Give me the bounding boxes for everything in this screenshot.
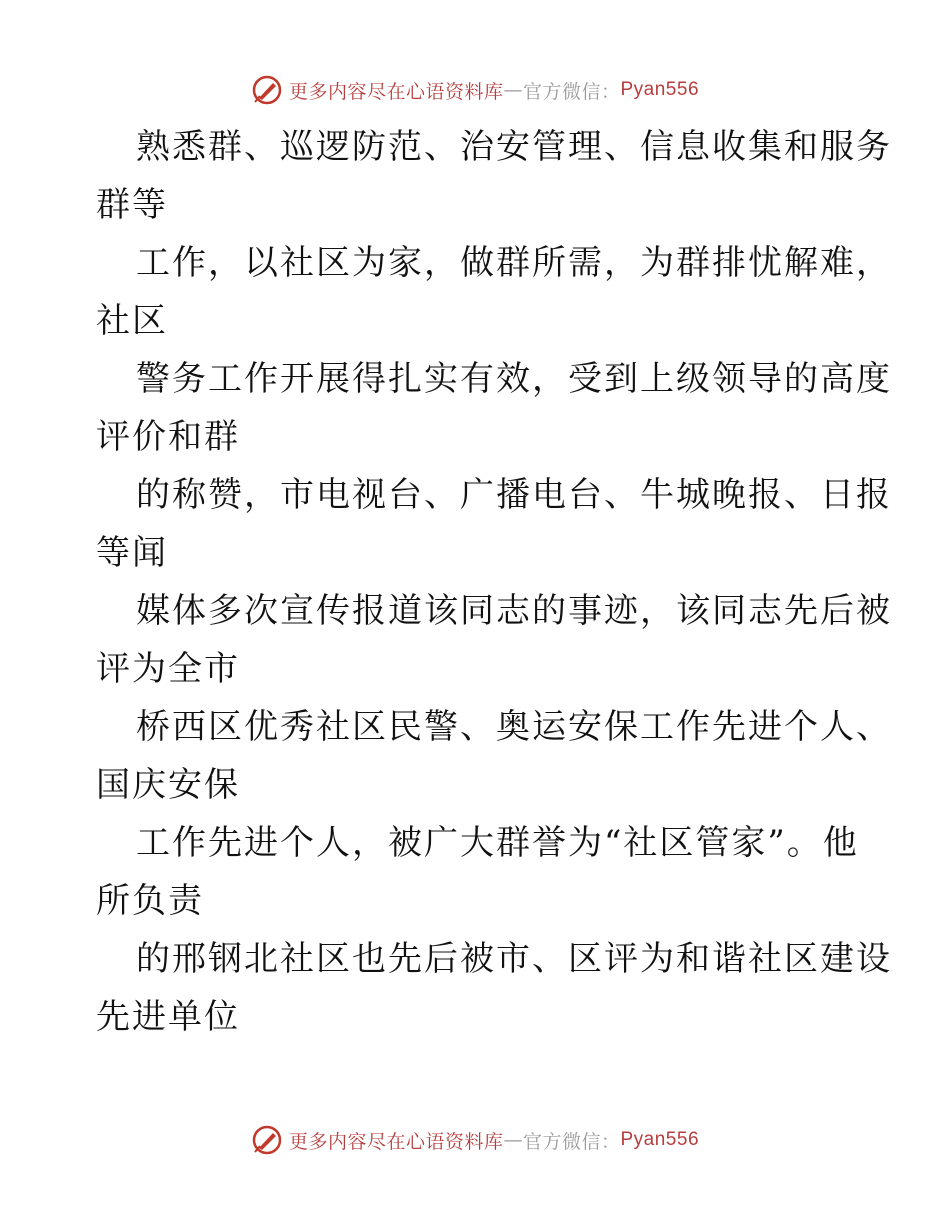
text-line: 桥西区优秀社区民警、奥运安保工作先进个人、	[136, 707, 892, 747]
text-line: 国庆安保	[96, 765, 240, 805]
text-line: 警务工作开展得扎实有效，受到上级领导的高度	[136, 359, 892, 399]
text-line: 熟悉群、巡逻防范、治安管理、信息收集和服务	[136, 127, 892, 167]
watermark-dash: —	[503, 79, 523, 101]
watermark-site-text: 更多内容尽在心语资料库	[288, 1130, 504, 1153]
text-line: 的邢钢北社区也先后被市、区评为和谐社区建设	[136, 939, 892, 979]
text-line: 媒体多次宣传报道该同志的事迹，该同志先后被	[136, 591, 892, 631]
text-line: 先进单位	[96, 997, 240, 1037]
quill-circle-icon	[251, 1124, 283, 1156]
text-line: 等闻	[96, 533, 168, 573]
watermark-wechat-label: 官方微信：	[522, 1130, 621, 1153]
text-line: 所负责	[96, 881, 204, 921]
watermark-dash: —	[503, 1129, 523, 1151]
text-line: 评为全市	[96, 649, 240, 689]
header-watermark	[0, 70, 950, 110]
text-line: 工作先进个人，被广大群誉为“社区管家”。他	[136, 823, 859, 863]
text-line: 评价和群	[96, 417, 240, 457]
text-line: 工作，以社区为家，做群所需，为群排忧解难，	[136, 243, 892, 283]
footer-watermark	[0, 1120, 950, 1160]
watermark-site-text: 更多内容尽在心语资料库	[288, 80, 504, 103]
document-body	[96, 118, 892, 1046]
text-line: 的称赞，市电视台、广播电台、牛城晚报、日报	[136, 475, 892, 515]
watermark-wechat-id: Pyan556	[620, 1129, 700, 1150]
quill-circle-icon	[251, 74, 283, 106]
text-line: 社区	[96, 301, 168, 341]
watermark-wechat-label: 官方微信：	[522, 80, 621, 103]
watermark-wechat-id: Pyan556	[620, 79, 700, 100]
text-line: 群等	[96, 185, 168, 225]
